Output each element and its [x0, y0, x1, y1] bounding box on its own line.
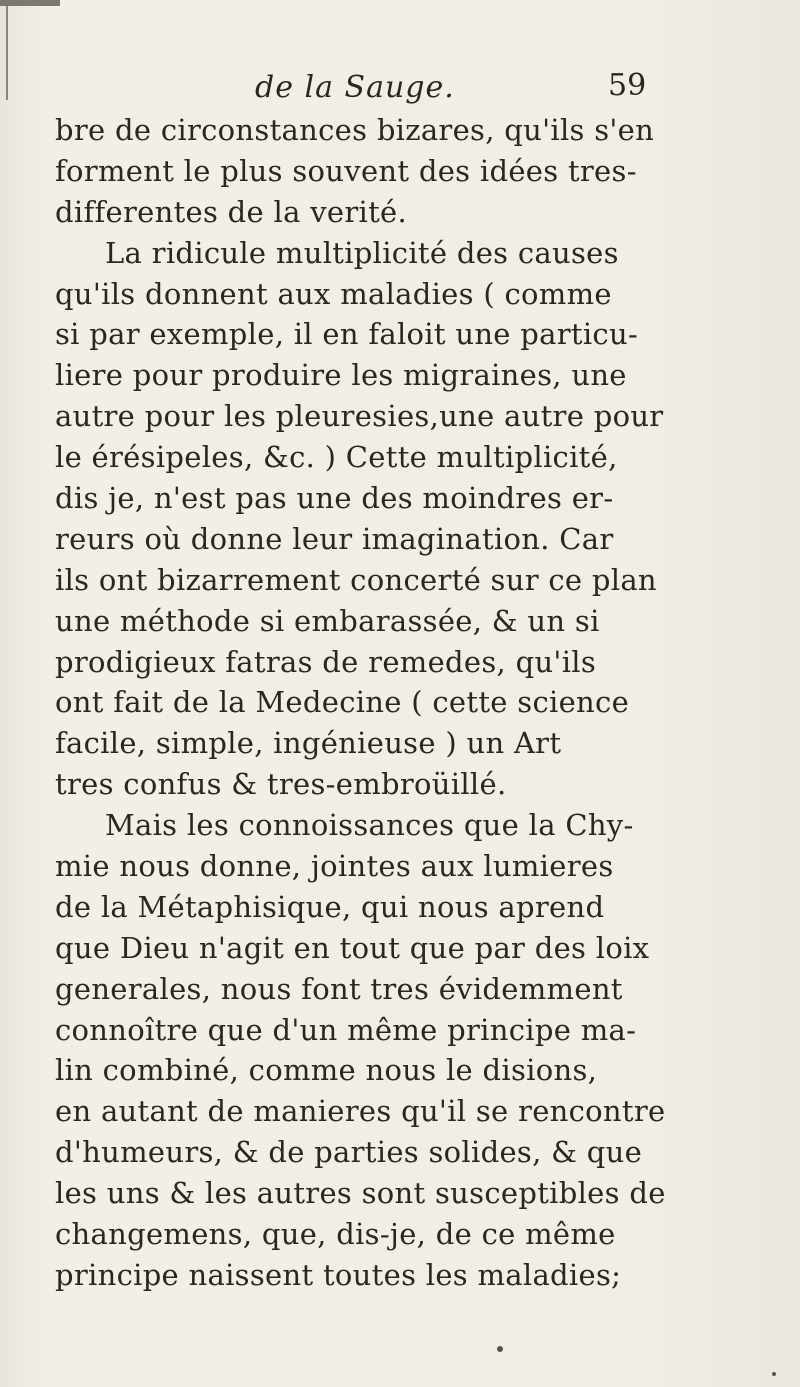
text-line: que Dieu n'agit en tout que par des loix — [55, 930, 650, 965]
paragraph-start-line: La ridicule multiplicité des causes — [105, 235, 619, 270]
text-line: liere pour produire les migraines, une — [55, 358, 627, 393]
ink-spot — [497, 1346, 503, 1352]
text-line: les uns & les autres sont susceptibles de — [55, 1176, 666, 1211]
text-line: lin combiné, comme nous le disions, — [55, 1053, 598, 1088]
text-line: prodigieux fatras de remedes, qu'ils — [55, 644, 597, 679]
text-line: une méthode si embarassée, & un si — [55, 603, 600, 638]
text-line: si par exemple, il en faloit une particu- — [55, 317, 639, 352]
page-header — [0, 62, 800, 112]
text-line: autre pour les pleuresies,une autre pour — [55, 399, 664, 434]
text-line: reurs où donne leur imagination. Car — [55, 521, 614, 556]
text-line: connoître que d'un même principe ma- — [55, 1012, 637, 1047]
paragraph-start-line: Mais les connoissances que la Chy- — [105, 808, 634, 843]
text-line: tres confus & tres-embroüillé. — [55, 767, 507, 802]
text-line: changemens, que, dis-je, de ce même — [55, 1217, 616, 1252]
text-line: generales, nous font tres évidemment — [55, 971, 623, 1006]
running-title: de la Sauge. — [255, 70, 455, 105]
text-line: en autant de manieres qu'il se rencontre — [55, 1094, 666, 1129]
text-line: forment le plus souvent des idées tres- — [55, 153, 637, 188]
text-line: ils ont bizarrement concerté sur ce plan — [55, 562, 657, 597]
text-line: de la Métaphisique, qui nous aprend — [55, 889, 605, 924]
page-corner-mark — [0, 0, 60, 6]
text-line: d'humeurs, & de parties solides, & que — [55, 1135, 643, 1170]
ink-spot — [772, 1372, 776, 1376]
text-line: differentes de la verité. — [55, 194, 408, 229]
text-line: dis je, n'est pas une des moindres er- — [55, 481, 614, 516]
body-text — [55, 110, 785, 1296]
text-line: principe naissent toutes les maladies; — [55, 1257, 622, 1292]
text-line: facile, simple, ingénieuse ) un Art — [55, 726, 562, 761]
text-line: mie nous donne, jointes aux lumieres — [55, 849, 614, 884]
page-number: 59 — [608, 68, 647, 103]
text-line: bre de circonstances bizares, qu'ils s'en — [55, 113, 655, 147]
text-line: qu'ils donnent aux maladies ( comme — [55, 276, 612, 311]
text-line: ont fait de la Medecine ( cette science — [55, 685, 630, 720]
text-line: le érésipeles, &c. ) Cette multiplicité, — [55, 440, 618, 475]
